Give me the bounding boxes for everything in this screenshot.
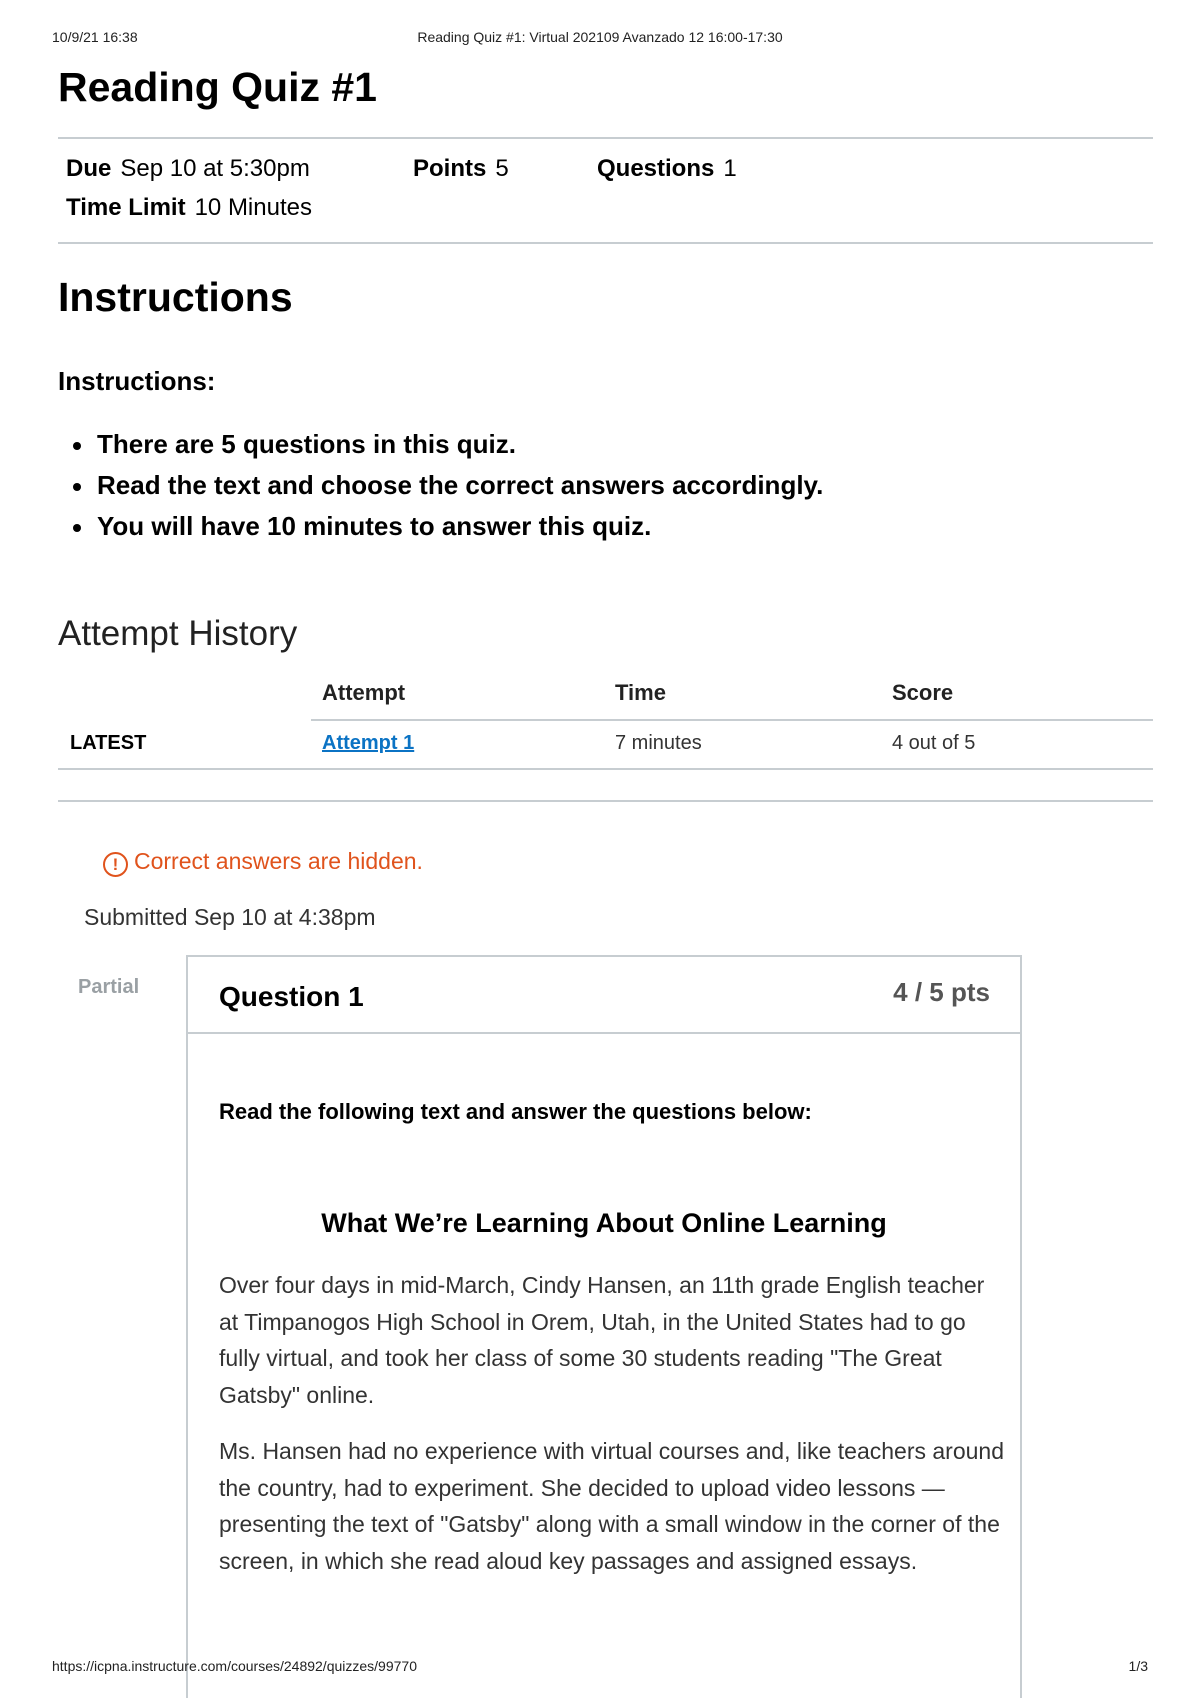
question-title: Question 1 <box>219 981 364 1012</box>
header-divider <box>311 719 1153 721</box>
instruction-item: Read the text and choose the correct answers accordingly. <box>97 465 823 506</box>
question-status-badge: Partial <box>78 976 140 998</box>
column-header-score: Score <box>892 680 954 705</box>
column-header-time: Time <box>615 680 666 705</box>
time-limit-label: Time Limit <box>66 194 186 221</box>
questions-value: 1 <box>723 155 737 182</box>
row-divider <box>58 768 1153 770</box>
print-doc-title: Reading Quiz #1: Virtual 202109 Avanzado 12 16:00-17:30 <box>417 29 783 45</box>
time-limit-field <box>66 194 312 222</box>
divider <box>58 137 1153 139</box>
divider <box>58 242 1153 244</box>
instructions-subheading: Instructions: <box>58 366 216 396</box>
divider <box>58 800 1153 802</box>
due-value: Sep 10 at 5:30pm <box>120 155 310 182</box>
question-prompt: Read the following text and answer the questions below: <box>219 1099 812 1124</box>
page-title: Reading Quiz #1 <box>58 64 377 110</box>
column-header-attempt: Attempt <box>322 680 406 705</box>
page-url: https://icpna.instructure.com/courses/24892/quizzes/99770 <box>52 1658 417 1674</box>
print-header <box>52 29 1148 49</box>
questions-label: Questions <box>597 155 715 182</box>
points-label: Points <box>413 155 487 182</box>
instructions-list <box>97 424 823 547</box>
attempt-score: 4 out of 5 <box>892 732 976 754</box>
instructions-heading: Instructions <box>58 274 293 320</box>
submitted-timestamp: Submitted Sep 10 at 4:38pm <box>84 904 376 930</box>
due-field <box>66 155 310 183</box>
attempt-time: 7 minutes <box>615 732 702 754</box>
latest-label: LATEST <box>70 732 147 754</box>
points-value: 5 <box>495 155 509 182</box>
article-paragraph: Over four days in mid-March, Cindy Hansen, an 11th grade English teacher at Timpanogos High School in Orem, Utah, in the United States had to go fully virtual, and took her class of some 30 students reading "The Great Gatsby" online. <box>219 1272 985 1408</box>
correct-answers-hidden-notice: Correct answers are hidden. <box>134 848 423 874</box>
attempt-history-heading: Attempt History <box>58 614 298 653</box>
print-footer <box>52 1658 1148 1678</box>
article-title: What We’re Learning About Online Learning <box>321 1208 887 1238</box>
points-field <box>413 155 509 183</box>
due-label: Due <box>66 155 112 182</box>
article-paragraph: Ms. Hansen had no experience with virtual courses and, like teachers around the country, had to experiment. She decided to upload video lessons — presenting the text of "Gatsby" along with a small window in the corner of the screen, in which she read aloud key passages and assigned essays. <box>219 1438 1004 1574</box>
exclamation-circle-icon: ! <box>103 852 128 877</box>
page-number: 1/3 <box>1128 1658 1148 1674</box>
question-points: 4 / 5 pts <box>893 977 990 1007</box>
instruction-item: You will have 10 minutes to answer this quiz. <box>97 506 823 547</box>
question-card <box>186 955 1022 1698</box>
time-limit-value: 10 Minutes <box>194 194 312 221</box>
attempt-1-link[interactable]: Attempt 1 <box>322 732 415 754</box>
question-header <box>188 957 1020 1034</box>
instruction-item: There are 5 questions in this quiz. <box>97 424 823 465</box>
questions-field <box>597 155 737 183</box>
print-date: 10/9/21 16:38 <box>52 29 138 45</box>
